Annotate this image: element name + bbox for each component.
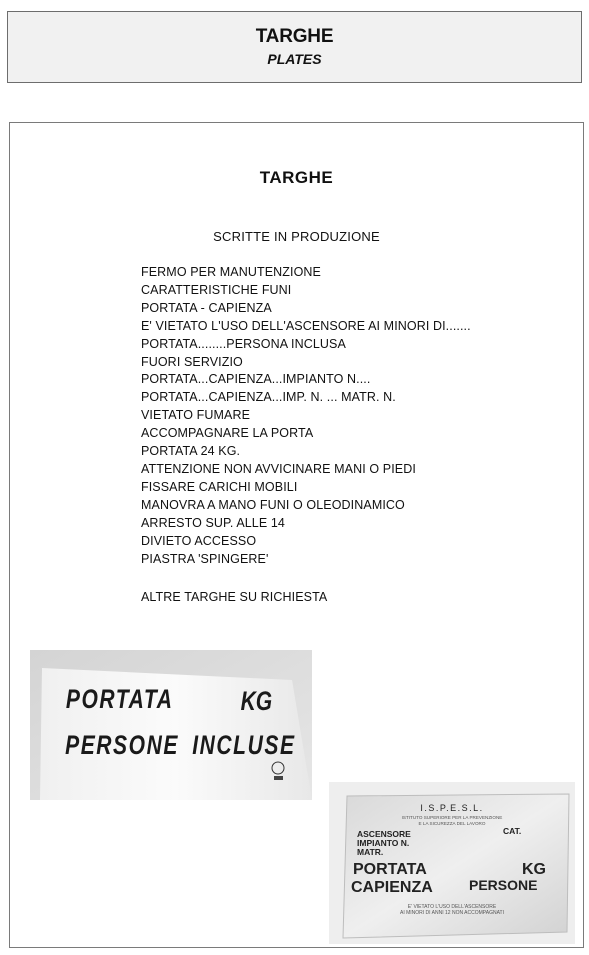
page-header: [7, 11, 582, 83]
list-item: PIASTRA 'SPINGERE': [141, 551, 269, 566]
list-item: PORTATA........PERSONA INCLUSA: [141, 336, 346, 351]
list-item: FISSARE CARICHI MOBILI: [141, 479, 298, 494]
plate-2-text: E LA SICUREZZA DEL LAVORO: [418, 821, 486, 826]
plate-1-text: PORTATA: [65, 684, 174, 715]
plate-2-text: MATR.: [357, 847, 384, 857]
plate-2-text: ISTITUTO SUPERIORE PER LA PREVENZIONE: [401, 815, 503, 820]
plate-2-text: I.S.P.E.S.L.: [420, 803, 484, 813]
plate-1-text: PERSONE: [65, 730, 179, 761]
list-item: PORTATA...CAPIENZA...IMPIANTO N....: [141, 372, 371, 387]
list-item: PORTATA...CAPIENZA...IMP. N. ... MATR. N.: [141, 390, 396, 405]
plate-2-text: PERSONE: [469, 877, 538, 893]
list-item: ARRESTO SUP. ALLE 14: [141, 515, 285, 530]
plate-1-text: INCLUSE: [192, 730, 296, 761]
header-title: TARGHE: [255, 26, 334, 47]
list-item: PORTATA 24 KG.: [141, 444, 241, 459]
plate-2-text: PORTATA: [353, 861, 427, 878]
plate-photo-1-graphic: [30, 650, 312, 800]
list-item: VIETATO FUMARE: [141, 408, 251, 423]
document-title: TARGHE: [259, 168, 334, 187]
list-item: CARATTERISTICHE FUNI: [141, 282, 292, 297]
list-item: ATTENZIONE NON AVVICINARE MANI O PIEDI: [141, 461, 416, 476]
plate-2-text: ASCENSORE: [357, 829, 411, 839]
plate-2-text: CAPIENZA: [351, 879, 433, 896]
plate-2-text: IMPIANTO N.: [357, 838, 410, 848]
plate-2-text: CAT.: [503, 826, 522, 836]
plate-photo-ispesl: [329, 782, 575, 944]
footer-note: ALTRE TARGHE SU RICHIESTA: [141, 590, 328, 604]
plate-list: [141, 264, 471, 568]
header-subtitle: PLATES: [267, 51, 322, 67]
plate-2-text: E' VIETATO L'USO DELL'ASCENSORE: [407, 904, 497, 910]
plate-2-text: KG: [522, 861, 546, 878]
plate-photo-portata-persone: [30, 650, 312, 800]
list-item: ACCOMPAGNARE LA PORTA: [141, 426, 314, 441]
list-item: PORTATA - CAPIENZA: [141, 300, 272, 315]
plate-2-text: AI MINORI DI ANNI 12 NON ACCOMPAGNATI: [400, 910, 504, 916]
list-item: DIVIETO ACCESSO: [141, 533, 257, 548]
plate-photo-2-graphic: [329, 782, 575, 944]
list-item: E' VIETATO L'USO DELL'ASCENSORE AI MINORI DI.......: [141, 318, 471, 333]
list-item: FERMO PER MANUTENZIONE: [141, 265, 321, 279]
plate-1-text: KG: [240, 686, 273, 717]
list-item: MANOVRA A MANO FUNI O OLEODINAMICO: [141, 497, 405, 512]
list-item: FUORI SERVIZIO: [141, 354, 243, 369]
document-subtitle: SCRITTE IN PRODUZIONE: [213, 229, 380, 244]
